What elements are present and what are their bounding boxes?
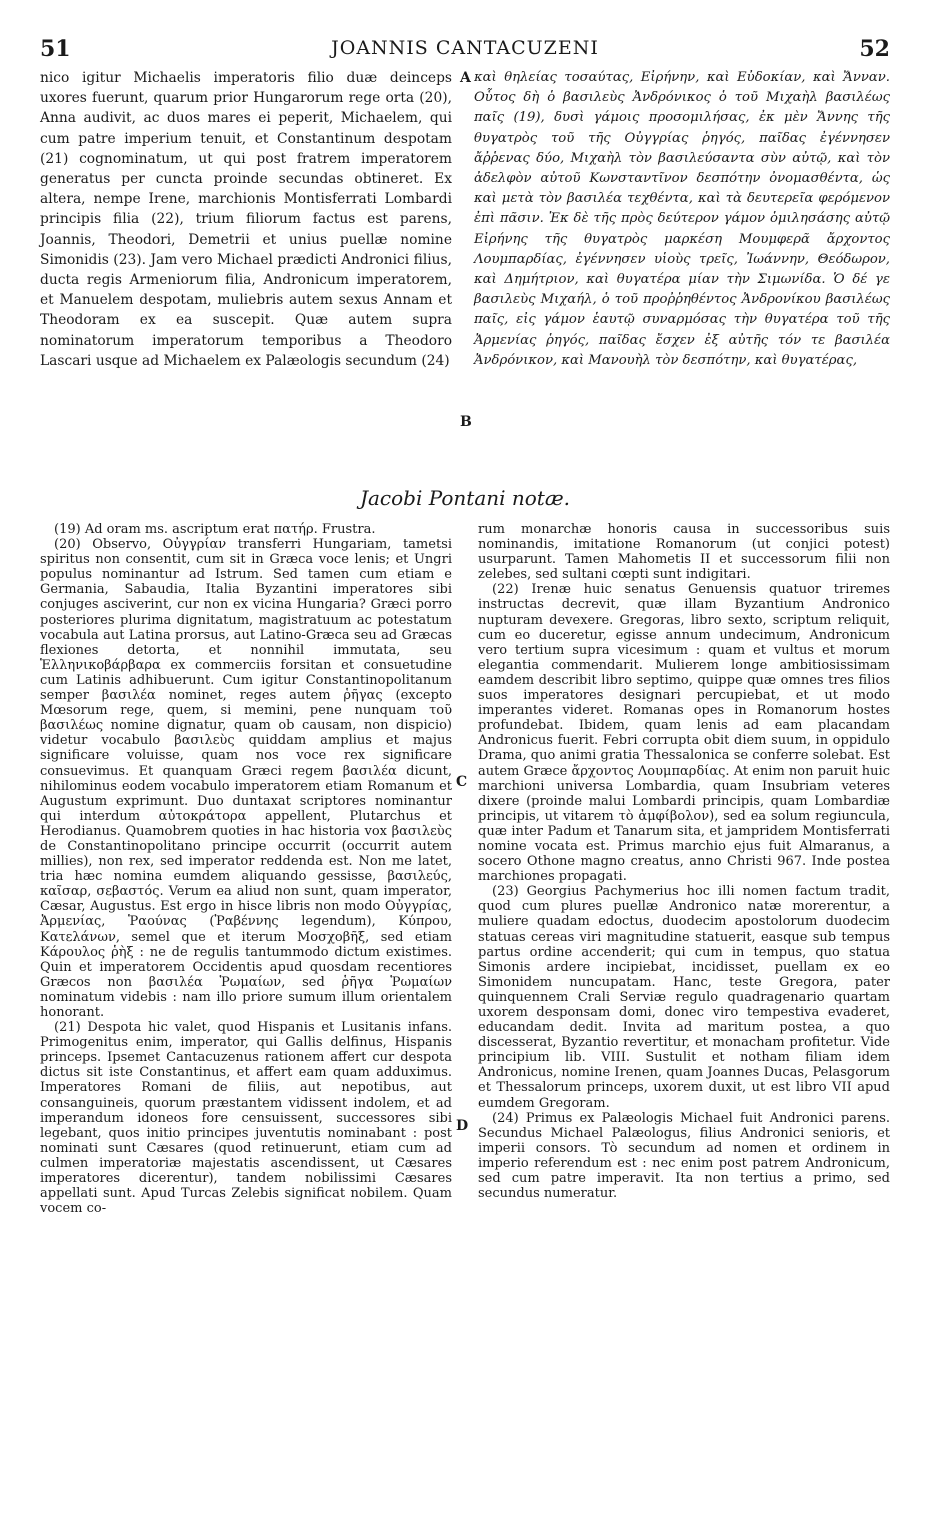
right-page-number: 52 — [859, 36, 890, 62]
running-header — [40, 36, 890, 64]
left-page-number: 51 — [40, 36, 71, 62]
notes-heading: Jacobi Pontani notæ. — [359, 486, 571, 510]
greek-text: καὶ θηλείας τοσαύτας, Εἰρήνην, καὶ Εὐδοκίαν, καὶ Ἄνναν. Οὗτος δὴ ὁ βασιλεὺς Ἀνδρόνικος ὁ τοῦ Μιχαὴλ βασιλέως παῖς (19), δυσὶ γάμοις προσομιλήσας, ἐκ μὲν Ἄννης τῆς θυγατρὸς τοῦ τῆς Οὐγγρίας ῥηγός, παῖδας ἐγέννησεν ἄῤῥενας δύο, Μιχαὴλ τὸν βασιλεύσαντα σὺν αὐτῷ, καὶ τὸν ἀδελφὸν αὐτοῦ Κωνσταντῖνον δεσπότην ὀνομασθέντα, ὡς καὶ μετὰ τὸν βασιλέα τεχθέντα, καὶ τὰ δευτερεῖα φερόμενον ἐπὶ πᾶσιν. Ἐκ δὲ τῆς πρὸς δεύτερον γάμον ὁμιλησάσης αὐτῷ Εἰρήνης τῆς θυγατρὸς μαρκέση Μουμφερᾶ ἄρχοντος Λουμπαρδίας, ἐγέννησεν υἱοὺς τρεῖς, Ἰωάννην, Θεόδωρον, καὶ Δημήτριον, καὶ θυγατέρα μίαν τὴν Σιμωνίδα. Ὁ δέ γε βασιλεὺς Μιχαήλ, ὁ τοῦ προῤῥηθέντος Ἀνδρονίκου βασιλέως παῖς, εἰς γάμον ἑαυτῷ συναρμόσας τὴν θυγατέρα τοῦ τῆς Ἀρμενίας ῥηγός, παῖδας ἔσχεν ἐξ αὐτῆς τόν τε βασιλέα Ἀνδρόνικον, καὶ Μανουὴλ τὸν δεσπότην, καὶ θυγατέρας, — [474, 70, 890, 368]
latin-translation-column — [40, 68, 452, 371]
note-21: (21) Despota hic valet, quod Hispanis et Lusitanis infans. Primogenitus enim, imperator, qui Gallis delfinus, Hispanis princeps. Ipsemet Cantacuzenus rationem affert cur despota dictus sit iste Constantinus, et affert eam quam adduximus. Imperatores Romani de filiis, aut nepotibus, aut consanguineis, quorum præstantem vidissent indolem, et ad imperandum idoneos fore censuissent, successores sibi legebant, quos initio principes juventutis nominabant : post nominati sunt Cæsares (quod retinuerunt, etiam cum ad culmen imperatoriæ majestatis ascendissent, ut Cæsares imperatores dicerentur), tandem nobilissimi Cæsares appellati sunt. Apud Turcas Zelebis significat nobilem. Quam vocem co- — [40, 1020, 452, 1217]
note-23: (23) Georgius Pachymerius hoc illi nomen factum tradit, quod cum plures puellæ Andronico natæ morerentur, a muliere quadam edoctus, duodecim apostolorum duodecim statuas cereas viri magnitudine statuerit, easque sub tempus partus ordine accenderit; qui cum in tempus, quo statua Simonis ardere incipiebat, incidisset, puellam ex eo Simonidem nuncupatam. Hanc, teste Gregora, pater quinquennem Crali Serviæ regulo quadragenario quartam uxorem desponsam domi, donec viro tempestiva evaderet, educandam dedit. Invita ad maritum postea, a quo discesserat, Byzantio revertitur, et monacham profitetur. Vide principium lib. VIII. Sustulit et notham filiam idem Andronicus, nomine Irenen, quam Joannes Ducas, Pelasgorum et Thessalorum princeps, uxorem duxit, ut est libro VII apud eumdem Gregoram. — [478, 884, 890, 1111]
note-22: (22) Irenæ huic senatus Genuensis quatuor triremes instructas decrevit, quæ illam Byzantium Andronico nupturam devexere. Gregoras, libro sexto, scriptum reliquit, cum eo duceretur, egisse annum undecimum, Andronicum vero tertium supra vicesimum : quam et vultus et morum elegantia commendarit. Mulierem longe ambitiosissimam eamdem describit libro septimo, quippe quæ omnes tres filios suos imperatores designari percupiebat, et ut modo imperantes videret. Romanas opes in Romanorum hostes profundebat. Ibidem, quam lenis ad eam placandam Andronicus fuerit. Febri corrupta obit diem suum, in oppidulo Drama, quo animi gratia Thessalonica se conferre solebat. Est autem Græce ἄρχοντος Λουμπαρδίας. At enim non paruit huic marchioni universa Lombardia, quam Insubriam veteres dixere (proinde malui Lombardi principis, quam Lombardiæ principis, ut vitarem τὸ ἀμφίβολον), sed ea solum regiuncula, quæ inter Padum et Tanarum sita, et jampridem Montisferrati nomine vocata est. Primus marchio ejus fuit Almaranus, a socero Othone magno creatus, anno Christi 967. Inde postea marchiones propagati. — [478, 582, 890, 885]
running-title: JOANNIS CANTACUZENI — [331, 37, 599, 59]
margin-letter-a: A — [460, 70, 471, 86]
margin-letter-d: D — [456, 1118, 469, 1134]
note-21-continued: rum monarchæ honoris causa in successoribus suis nominandis, imitatione Romanorum (ut conjici potest) usurparunt. Tamen Mahometis II et successorum filii non zelebes, sed sultani cœpti sunt indigitari. — [478, 522, 890, 583]
note-24: (24) Primus ex Palæologis Michael fuit Andronici parens. Secundus Michael Palæologus, filius Andronici senioris, et imperii consors. Tò secundum ad nomen et ordinem in imperio referendum est : nec enim post patrem Andronicum, sed cum patre imperavit. Ita non tertius a primo, sed secundus numeratur. — [478, 1110, 890, 1202]
margin-letter-b: B — [460, 414, 472, 430]
notes-right-column — [478, 522, 890, 1201]
note-19: (19) Ad oram ms. ascriptum erat πατήρ. Frustra. — [54, 522, 376, 537]
latin-translation-text: nico igitur Michaelis imperatoris filio duæ deinceps uxores fuerunt, quarum prior Hungarorum rege orta (20), Anna audivit, ac duos mares ei peperit, Michaelem, qui cum patre imperium tenuit, et Constantinum despotam (21) cognominatum, ut qui post fratrem imperatorem generatus per cuncta proinde secundas obtineret. Ex altera, nempe Irene, marchionis Montisferrati Lombardi principis filia (22), trium filiorum factus est parens, Joannis, Theodori, Demetrii et unius puellæ nomine Simonidis (23). Jam vero Michael prædicti Andronici filius, ducta regis Armeniorum filia, Andronicum imperatorem, et Manuelem despotam, muliebris autem sexus Annam et Theodoram ex ea suscepit. Quæ autem supra nominatorum imperatorum temporibus a Theodoro Lascari usque ad Michaelem ex Palæologis secundum (24) — [40, 70, 452, 369]
greek-text-column — [474, 68, 890, 371]
note-20: (20) Observo, Οὐγγρίαν transferri Hungariam, tametsi spiritus non consentit, cum sit in Græca voce lenis; et Ungri populus nominantur ad Istrum. Sed tamen cum etiam e Germania, Sabaudia, Italia Byzantini imperatores sibi conjuges asciverint, cur non ex vicina Hungaria? Græci porro posteriores plurima dignitatum, magistratuum ac potestatum vocabula aut Latina prorsus, aut Latino-Græca seu ad Græcas flexiones detorta, et nonnihil immutata, seu Ἑλληνικοβάρβαρα ex commerciis forsitan et consuetudine cum Latinis adhibuerunt. Cum igitur Constantinopolitanum semper βασιλέα nominet, reges autem ῥῆγας (excepto Mœsorum rege, quem, si memini, pene nunquam τοῦ βασιλέως nomine dignatur, quam ob causam, non dispicio) videtur vocabulo βασιλεὺς quiddam amplius et majus significare voluisse, quam nos voce rex significare consuevimus. Et quanquam Græci regem βασιλέα dicunt, nihilominus eodem vocabulo imperatorem etiam Romanum et Augustum exprimunt. Duo duntaxat scriptores nominantur qui interdum αὐτοκράτορα appellent, Plutarchus et Herodianus. Quamobrem quoties in hac historia vox βασιλεὺς de Constantinopolitano principe occurrit (occurrit autem millies), non rex, sed imperator reddenda est. Non me latet, tria hæc nomina eumdem aliquando gessisse, βασιλεύς, καῖσαρ, σεβαστός. Verum ea aliud non sunt, quam imperator, Cæsar, Augustus. Est ergo in hisce libris non modo Οὐγγρίας, Ἀρμενίας, Ῥαούνας (Ῥαβέννης legendum), Κύπρου, Κατελάνων, semel que et iterum Μοσχοβῆξ, sed etiam Κάρουλος ῥὴξ : ne de regulis tantummodo dictum existimes. Quin et imperatorem Occidentis apud quosdam recentiores Græcos non βασιλέα Ῥωμαίων, sed ῥῆγα Ῥωμαίων nominatum videbis : nam illo priore sumum illum orientalem honorant. — [40, 537, 452, 1020]
margin-letter-c: C — [456, 774, 468, 790]
notes-left-column — [40, 522, 452, 1216]
